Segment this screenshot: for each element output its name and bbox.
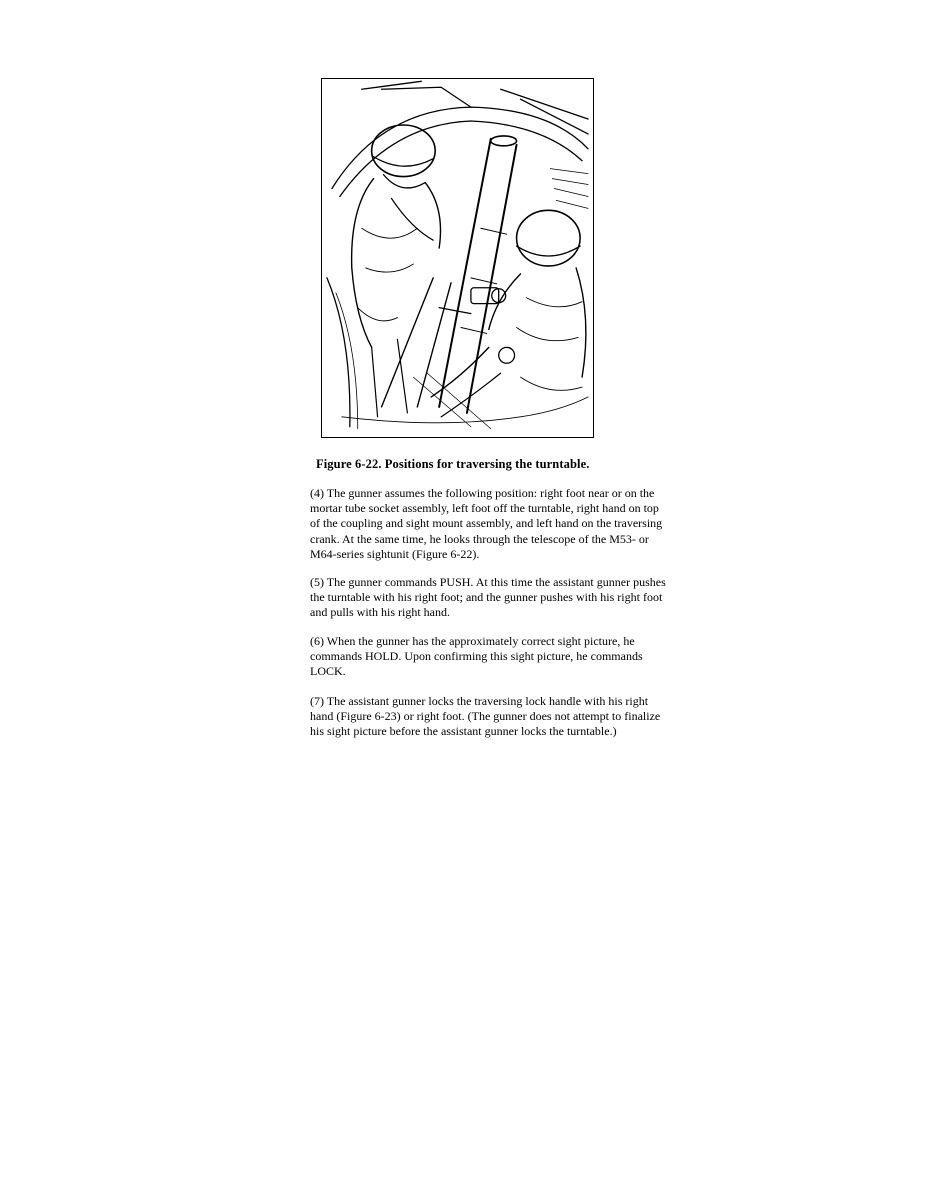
figure-caption: Figure 6-22. Positions for traversing the turntable. — [316, 457, 590, 471]
text-line: crank. At the same time, he looks through the telescope of the M53- or — [310, 531, 649, 546]
paragraph-4 — [310, 486, 710, 562]
text-line: of the coupling and sight mount assembly, and left hand on the traversing — [310, 516, 663, 531]
figure-illustration — [321, 78, 594, 438]
text-line: (6) When the gunner has the approximately correct sight picture, he — [310, 634, 635, 648]
text-line: (5) The gunner commands PUSH. At this time the assistant gunner pushes — [310, 575, 666, 589]
text-line: (4) The gunner assumes the following position: right foot near or on the — [310, 486, 655, 500]
text-line: commands HOLD. Upon confirming this sight picture, he commands — [310, 649, 643, 664]
text-line: hand (Figure 6-23) or right foot. (The gunner does not attempt to finalize — [310, 709, 661, 724]
paragraph-6 — [310, 634, 710, 680]
text-line: the turntable with his right foot; and the gunner pushes with his right foot — [310, 590, 663, 605]
text-line: and pulls with his right hand. — [310, 605, 450, 620]
text-line: M64-series sightunit (Figure 6-22). — [310, 546, 480, 561]
paragraph-5 — [310, 575, 710, 621]
text-line: mortar tube socket assembly, left foot off the turntable, right hand on top — [310, 501, 659, 516]
text-line: (7) The assistant gunner locks the traversing lock handle with his right — [310, 694, 649, 708]
paragraph-7 — [310, 694, 710, 740]
text-line: LOCK. — [310, 664, 346, 679]
text-line: his sight picture before the assistant gunner locks the turntable.) — [310, 724, 617, 739]
